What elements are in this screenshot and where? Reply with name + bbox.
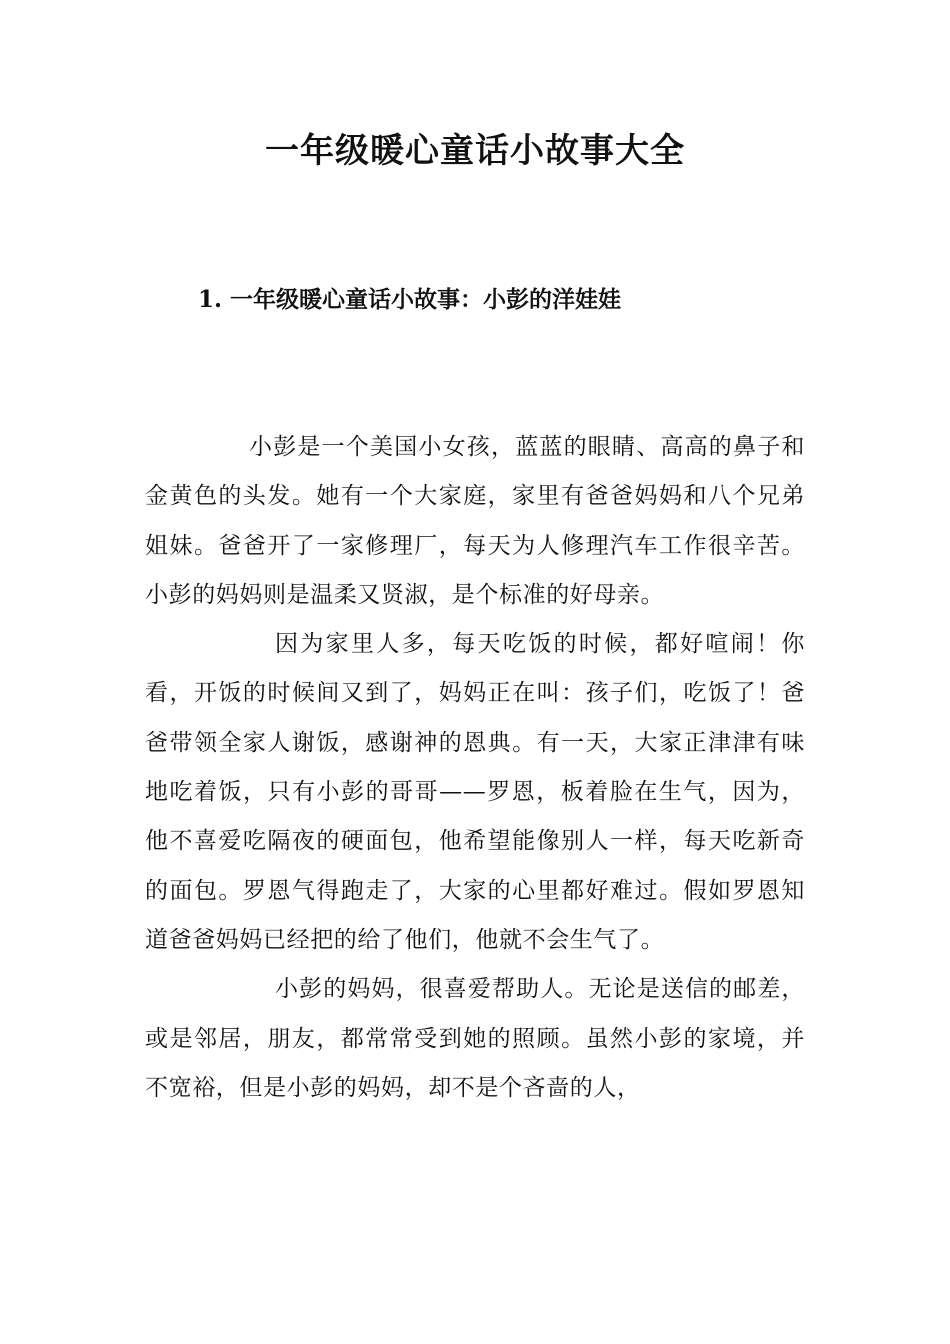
story-body — [145, 423, 805, 1113]
story-paragraph-3: 小彭的妈妈，很喜爱帮助人。无论是送信的邮差，或是邻居，朋友，都常常受到她的照顾。虽然小彭的家境，并不宽裕，但是小彭的妈妈，却不是个吝啬的人， — [145, 976, 805, 1101]
story-paragraph-2: 因为家里人多，每天吃饭的时候，都好喧闹！你看，开饭的时候间又到了，妈妈正在叫：孩子们，吃饭了！爸爸带领全家人谢饭，感谢神的恩典。有一天，大家正津津有味地吃着饭，只有小彭的哥哥——罗恩，板着脸在生气，因为，他不喜爱吃隔夜的硬面包，他希望能像别人一样，每天吃新奇的面包。罗恩气得跑走了，大家的心里都好难过。假如罗恩知道爸爸妈妈已经把的给了他们，他就不会生气了。 — [145, 631, 805, 953]
document-title: 一年级暖心童话小故事大全 — [265, 131, 685, 171]
story-paragraph-1: 小彭是一个美国小女孩，蓝蓝的眼睛、高高的鼻子和金黄色的头发。她有一个大家庭，家里有爸爸妈妈和八个兄弟姐妹。爸爸开了一家修理厂，每天为人修理汽车工作很辛苦。小彭的妈妈则是温柔又贤淑，是个标准的好母亲。 — [145, 434, 805, 608]
section-heading: 1. 一年级暖心童话小故事：小彭的洋娃娃 — [198, 286, 622, 313]
